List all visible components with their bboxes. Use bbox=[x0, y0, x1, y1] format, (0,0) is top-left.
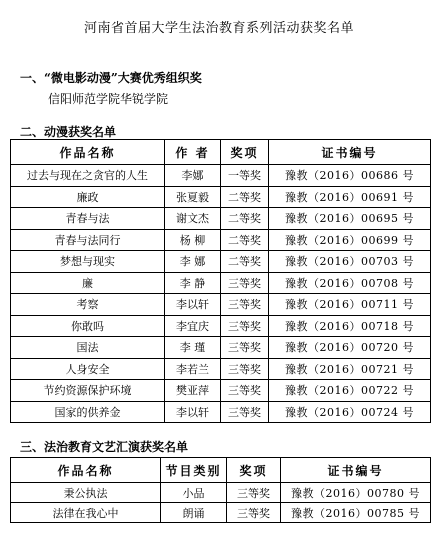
cell-work: 青春与法同行 bbox=[11, 229, 165, 251]
cell-award: 三等奖 bbox=[221, 358, 269, 380]
table-row bbox=[11, 483, 431, 503]
table-row bbox=[11, 503, 431, 523]
column-header-award: 奖项 bbox=[227, 458, 281, 483]
cell-author: 谢文杰 bbox=[165, 208, 221, 230]
cell-award: 二等奖 bbox=[221, 229, 269, 251]
table-row bbox=[11, 186, 431, 208]
cell-author: 李若兰 bbox=[165, 358, 221, 380]
cell-work: 考察 bbox=[11, 294, 165, 316]
column-header-work: 作品名称 bbox=[11, 458, 161, 483]
cell-cert: 豫教（2016）00711 号 bbox=[269, 294, 431, 316]
table-header-row bbox=[11, 140, 431, 165]
cell-cert: 豫教（2016）00722 号 bbox=[269, 380, 431, 402]
cell-cert: 豫教（2016）00780 号 bbox=[281, 483, 431, 503]
cell-cert: 豫教（2016）00703 号 bbox=[269, 251, 431, 273]
table-row bbox=[11, 272, 431, 294]
table-row bbox=[11, 165, 431, 187]
cell-category: 小品 bbox=[161, 483, 227, 503]
cell-award: 三等奖 bbox=[227, 503, 281, 523]
cell-cert: 豫教（2016）00686 号 bbox=[269, 165, 431, 187]
cell-work: 国家的供养金 bbox=[11, 401, 165, 423]
cell-author: 李宜庆 bbox=[165, 315, 221, 337]
cell-cert: 豫教（2016）00718 号 bbox=[269, 315, 431, 337]
cell-award: 三等奖 bbox=[221, 315, 269, 337]
section2-heading: 二、动漫获奖名单 bbox=[20, 125, 117, 139]
cell-author: 张夏毅 bbox=[165, 186, 221, 208]
document-title: 河南省首届大学生法治教育系列活动获奖名单 bbox=[83, 21, 354, 36]
column-header-cert: 证书编号 bbox=[269, 140, 431, 165]
cell-cert: 豫教（2016）00691 号 bbox=[269, 186, 431, 208]
table-row bbox=[11, 401, 431, 423]
cell-cert: 豫教（2016）00708 号 bbox=[269, 272, 431, 294]
cell-cert: 豫教（2016）00785 号 bbox=[281, 503, 431, 523]
cell-author: 李 瑾 bbox=[165, 337, 221, 359]
cell-award: 三等奖 bbox=[221, 272, 269, 294]
table-row bbox=[11, 337, 431, 359]
performance-awards-table bbox=[10, 457, 431, 523]
table-row bbox=[11, 229, 431, 251]
section3-heading: 三、法治教育文艺汇演获奖名单 bbox=[20, 440, 189, 454]
cell-award: 二等奖 bbox=[221, 251, 269, 273]
cell-work: 秉公执法 bbox=[11, 483, 161, 503]
cell-cert: 豫教（2016）00721 号 bbox=[269, 358, 431, 380]
cell-award: 二等奖 bbox=[221, 208, 269, 230]
table-row bbox=[11, 358, 431, 380]
cell-work: 梦想与现实 bbox=[11, 251, 165, 273]
section1-winner: 信阳师范学院华锐学院 bbox=[48, 92, 169, 106]
column-header-work: 作品名称 bbox=[11, 140, 165, 165]
table-header-row bbox=[11, 458, 431, 483]
cell-work: 国法 bbox=[11, 337, 165, 359]
cell-work: 法律在我心中 bbox=[11, 503, 161, 523]
table-row bbox=[11, 208, 431, 230]
cell-work: 人身安全 bbox=[11, 358, 165, 380]
cell-cert: 豫教（2016）00699 号 bbox=[269, 229, 431, 251]
table-row bbox=[11, 380, 431, 402]
cell-author: 李以轩 bbox=[165, 294, 221, 316]
cell-award: 三等奖 bbox=[221, 337, 269, 359]
section1-heading: 一、“微电影动漫”大赛优秀组织奖 bbox=[20, 71, 202, 85]
cell-award: 三等奖 bbox=[221, 401, 269, 423]
cell-work: 节约资源保护环境 bbox=[11, 380, 165, 402]
cell-work: 廉政 bbox=[11, 186, 165, 208]
cell-award: 三等奖 bbox=[221, 380, 269, 402]
column-header-author: 作 者 bbox=[165, 140, 221, 165]
cell-cert: 豫教（2016）00695 号 bbox=[269, 208, 431, 230]
cell-award: 三等奖 bbox=[221, 294, 269, 316]
cell-author: 杨 柳 bbox=[165, 229, 221, 251]
cell-author: 李以轩 bbox=[165, 401, 221, 423]
cell-cert: 豫教（2016）00724 号 bbox=[269, 401, 431, 423]
cell-award: 三等奖 bbox=[227, 483, 281, 503]
cell-award: 二等奖 bbox=[221, 186, 269, 208]
column-header-cert: 证书编号 bbox=[281, 458, 431, 483]
column-header-category: 节目类别 bbox=[161, 458, 227, 483]
cell-work: 青春与法 bbox=[11, 208, 165, 230]
cell-work: 你敢吗 bbox=[11, 315, 165, 337]
cell-cert: 豫教（2016）00720 号 bbox=[269, 337, 431, 359]
table-row bbox=[11, 294, 431, 316]
cell-category: 朗诵 bbox=[161, 503, 227, 523]
cell-author: 李 娜 bbox=[165, 251, 221, 273]
cell-author: 李 静 bbox=[165, 272, 221, 294]
cell-author: 樊亚萍 bbox=[165, 380, 221, 402]
table-row bbox=[11, 315, 431, 337]
animation-awards-table bbox=[10, 139, 431, 423]
table-row bbox=[11, 251, 431, 273]
column-header-award: 奖项 bbox=[221, 140, 269, 165]
cell-author: 李娜 bbox=[165, 165, 221, 187]
cell-award: 一等奖 bbox=[221, 165, 269, 187]
cell-work: 廉 bbox=[11, 272, 165, 294]
cell-work: 过去与现在之贪官的人生 bbox=[11, 165, 165, 187]
